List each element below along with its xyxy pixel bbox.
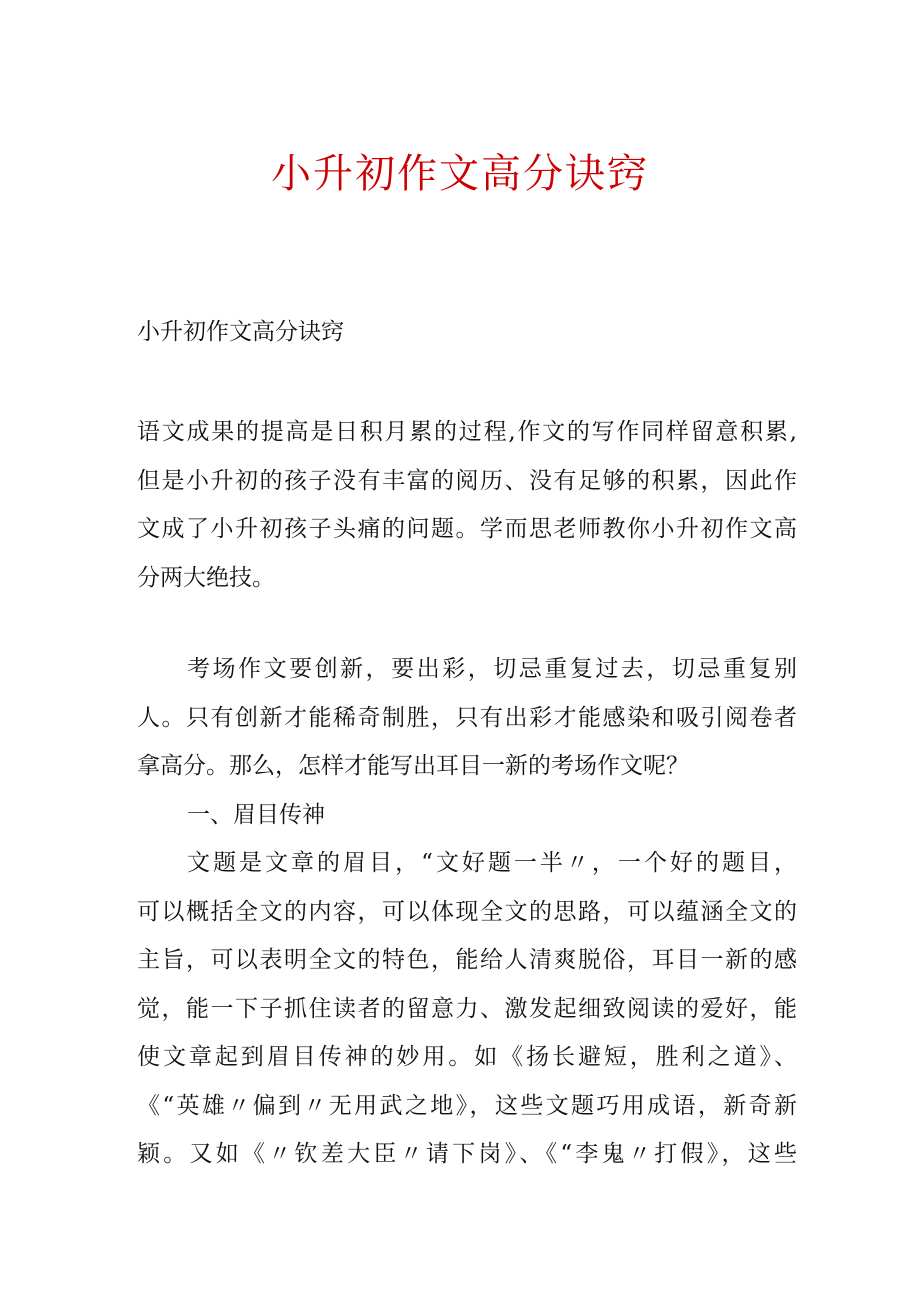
paragraph-line: 考场作文要创新，要出彩，切忌重复过去，切忌重复别 [187,656,797,682]
paragraph-line: 但是小升初的孩子没有丰富的阅历、没有足够的积累，因此作 [137,467,797,494]
intro-paragraph [137,408,797,602]
body-section [137,645,797,1179]
document-title: 小升初作文高分诀窍 [271,151,649,197]
paragraph-line: 拿高分。那么，怎样才能写出耳目一新的考场作文呢？ [137,753,689,779]
section-heading: 一、眉目传神 [187,801,325,828]
paragraph-line: 觉，能一下子抓住读者的留意力、激发起细致阅读的爱好，能 [137,995,797,1022]
paragraph-line: 人。只有创新才能稀奇制胜，只有出彩才能感染和吸引阅卷者 [137,704,797,731]
paragraph-line: 分两大绝技。 [137,564,275,591]
paragraph-line: 《“英雄〃偏到〃无用武之地》，这些文题巧用成语，新奇新 [137,1092,797,1119]
paragraph-line: 使文章起到眉目传神的妙用。如《扬长避短，胜利之道》、 [137,1044,797,1070]
paragraph-line: 文成了小升初孩子头痛的问题。学而思老师教你小升初作文高 [137,516,797,542]
paragraph-line: 颖。又如《〃钦差大臣〃请下岗》、《“李鬼〃打假》，这些 [137,1141,797,1167]
paragraph-line: 可以概括全文的内容，可以体现全文的思路，可以蕴涵全文的 [137,898,797,925]
paragraph-line: 文题是文章的眉目，“文好题一半〃，一个好的题目， [187,850,797,876]
paragraph-line: 语文成果的提高是日积月累的过程,作文的写作同样留意积累, [137,419,797,445]
paragraph-line: 主旨，可以表明全文的特色，能给人清爽脱俗，耳目一新的感 [137,947,797,973]
document-subtitle: 小升初作文高分诀窍 [137,319,344,345]
